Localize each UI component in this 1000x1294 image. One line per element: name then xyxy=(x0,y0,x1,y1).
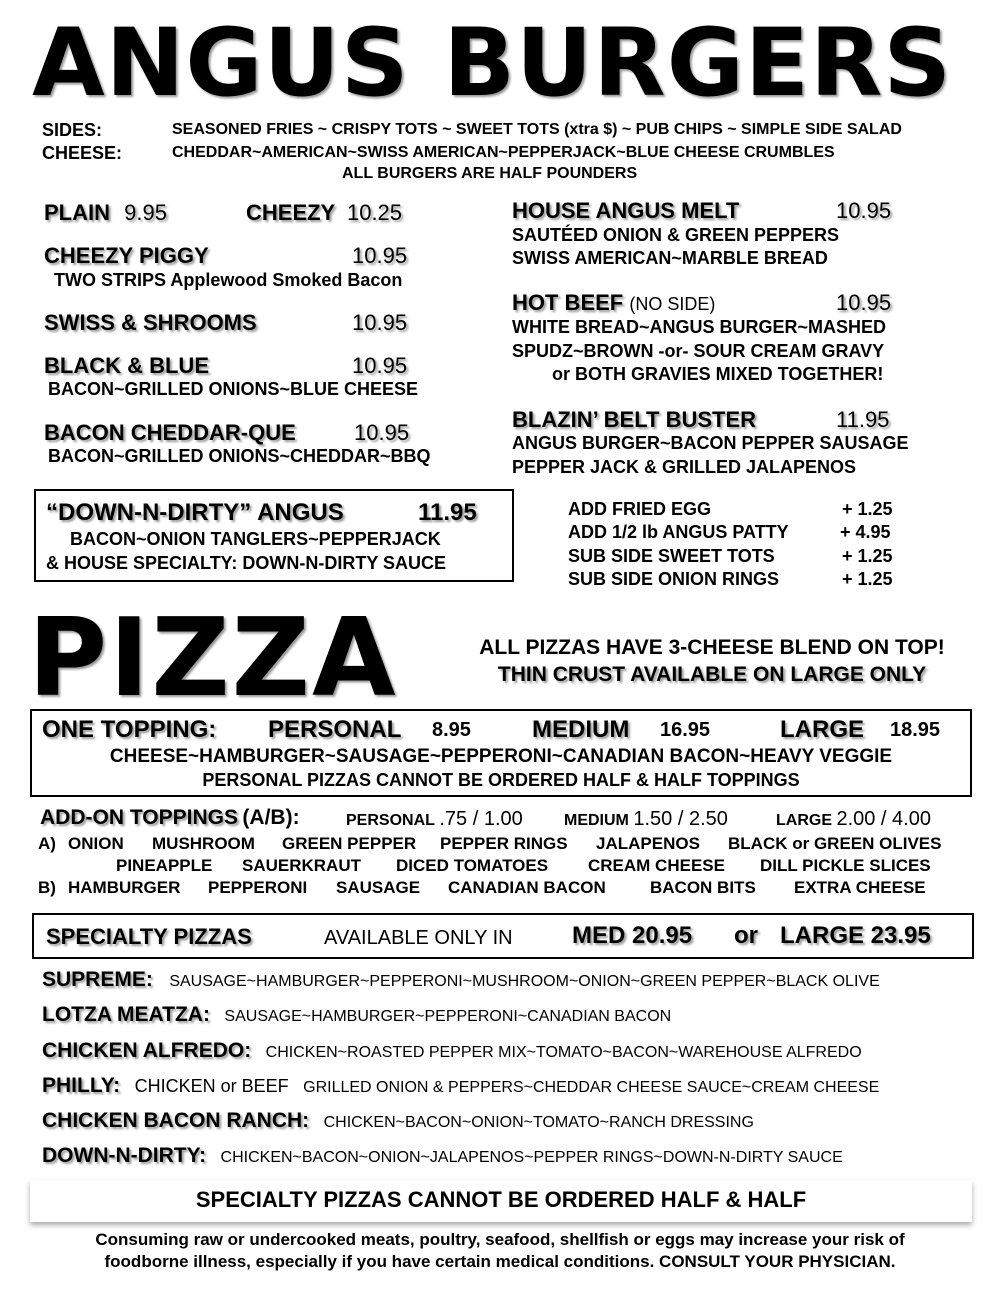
specialty-name: DOWN-N-DIRTY: xyxy=(42,1144,207,1167)
addon-label: ADD 1/2 lb ANGUS PATTY xyxy=(568,522,789,542)
burger-black-blue-desc: BACON~GRILLED ONIONS~BLUE CHEESE xyxy=(48,379,419,399)
pizza-note-thin-crust: THIN CRUST AVAILABLE ON LARGE ONLY xyxy=(497,663,927,686)
addon-price: + 1.25 xyxy=(842,546,893,566)
specialty-name: CHICKEN BACON RANCH: xyxy=(42,1109,310,1132)
half-pounders-note: ALL BURGERS ARE HALF POUNDERS xyxy=(342,165,638,182)
addon-toppings-label: ADD-ON TOPPINGS xyxy=(40,806,238,829)
burger-down-dirty-desc2: & HOUSE SPECIALTY: DOWN-N-DIRTY SAUCE xyxy=(46,553,447,573)
size-price: .75 / 1.00 xyxy=(439,808,523,830)
specialty-med-price: MED 20.95 xyxy=(572,922,693,949)
medium-price: 16.95 xyxy=(660,719,711,741)
specialty-desc: CHICKEN~ROASTED PEPPER MIX~TOMATO~BACON~WAREHOUSE ALFREDO xyxy=(265,1044,862,1061)
topping-item: PEPPERONI xyxy=(208,878,308,897)
disclaimer-line-1: Consuming raw or undercooked meats, poultry, seafood, shellfish or eggs may increase your risk of xyxy=(95,1230,905,1249)
specialty-desc: CHICKEN~BACON~ONION~JALAPENOS~PEPPER RINGS~DOWN-N-DIRTY SAUCE xyxy=(220,1149,843,1166)
sides-text: SEASONED FRIES ~ CRISPY TOTS ~ SWEET TOTS (xtra $) ~ PUB CHIPS ~ SIMPLE SIDE SALAD xyxy=(172,121,902,138)
size-label: PERSONAL xyxy=(346,812,435,829)
burger-cheezy-piggy-price: 10.95 xyxy=(352,243,408,268)
burger-melt-desc2: SWISS AMERICAN~MARBLE BREAD xyxy=(512,248,828,268)
topping-item: CANADIAN BACON xyxy=(448,878,606,897)
addon-price: + 1.25 xyxy=(842,569,893,589)
addon-label: ADD FRIED EGG xyxy=(568,499,712,519)
burger-hot-beef-price: 10.95 xyxy=(836,290,892,315)
large-price: 18.95 xyxy=(890,719,941,741)
topping-item: SAUERKRAUT xyxy=(242,856,361,875)
addon-label: SUB SIDE SWEET TOTS xyxy=(568,546,775,566)
burger-melt-name: HOUSE ANGUS MELT xyxy=(512,198,740,223)
burger-swiss-name: SWISS & SHROOMS xyxy=(44,310,257,335)
burger-hot-beef-desc2: SPUDZ~BROWN -or- SOUR CREAM GRAVY xyxy=(512,341,885,361)
addon-a-row xyxy=(38,834,56,854)
specialty-name: PHILLY: xyxy=(42,1074,121,1097)
addon-price: + 4.95 xyxy=(840,522,891,542)
sides-label: SIDES: xyxy=(42,120,103,140)
specialty-desc: GRILLED ONION & PEPPERS~CHEDDAR CHEESE SAUCE~CREAM CHEESE xyxy=(303,1079,880,1096)
topping-item: EXTRA CHEESE xyxy=(794,878,926,897)
topping-item: PINEAPPLE xyxy=(116,856,213,875)
topping-item: SAUSAGE xyxy=(336,878,421,897)
group-label: A) xyxy=(38,834,56,853)
size-price: 2.00 / 4.00 xyxy=(836,808,931,830)
one-topping-note: PERSONAL PIZZAS CANNOT BE ORDERED HALF & HALF TOPPINGS xyxy=(202,770,800,790)
addon-toppings-header xyxy=(40,806,300,830)
addon-price: + 1.25 xyxy=(842,499,893,519)
pizza-note-cheese: ALL PIZZAS HAVE 3-CHEESE BLEND ON TOP! xyxy=(479,636,945,659)
topping-item: ONION xyxy=(68,834,124,853)
specialty-label: SPECIALTY PIZZAS xyxy=(46,924,252,949)
specialty-avail: AVAILABLE ONLY IN xyxy=(324,927,513,949)
addon-label: SUB SIDE ONION RINGS xyxy=(568,569,780,589)
topping-item: JALAPENOS xyxy=(596,834,700,853)
burger-name: PLAIN xyxy=(44,200,110,225)
half-half-banner: SPECIALTY PIZZAS CANNOT BE ORDERED HALF & HALF xyxy=(30,1180,972,1222)
topping-item: BACON BITS xyxy=(650,878,756,897)
size-label: MEDIUM xyxy=(564,812,629,829)
specialty-desc: SAUSAGE~HAMBURGER~PEPPERONI~MUSHROOM~ONION~GREEN PEPPER~BLACK OLIVE xyxy=(169,973,880,990)
addon-toppings-personal xyxy=(346,808,523,831)
burger-cheddar-que-desc: BACON~GRILLED ONIONS~CHEDDAR~BBQ xyxy=(48,446,431,466)
burger-melt-desc1: SAUTÉED ONION & GREEN PEPPERS xyxy=(512,225,840,245)
burger-down-dirty-price: 11.95 xyxy=(418,499,477,526)
burger-cheddar-que-name: BACON CHEDDAR-QUE xyxy=(44,420,296,445)
burger-price: 9.95 xyxy=(124,200,167,225)
burger-cheezy-piggy-desc: TWO STRIPS Applewood Smoked Bacon xyxy=(54,270,403,290)
one-topping-label: ONE TOPPING: xyxy=(42,716,217,743)
burger-note: (NO SIDE) xyxy=(629,294,716,314)
burger-price: 10.25 xyxy=(346,200,403,225)
burger-hot-beef-desc3: or BOTH GRAVIES MIXED TOGETHER! xyxy=(552,364,884,384)
burger-black-blue-price: 10.95 xyxy=(352,353,408,378)
burger-cheddar-que-price: 10.95 xyxy=(354,420,410,445)
addon-toppings-large xyxy=(776,808,931,831)
specialty-item xyxy=(42,1039,862,1063)
cheese-label: CHEESE: xyxy=(42,143,123,163)
topping-item: MUSHROOM xyxy=(152,834,255,853)
personal-price: 8.95 xyxy=(432,719,471,741)
specialty-or: or xyxy=(734,922,758,949)
burger-down-dirty-desc1: BACON~ONION TANGLERS~PEPPERJACK xyxy=(70,529,441,549)
topping-item: HAMBURGER xyxy=(68,878,181,897)
specialty-item xyxy=(42,1074,879,1098)
medium-label: MEDIUM xyxy=(532,716,630,743)
specialty-mid: CHICKEN or BEEF xyxy=(134,1076,289,1096)
addon-toppings-medium xyxy=(564,808,728,831)
topping-item: CREAM CHEESE xyxy=(588,856,725,875)
topping-item: GREEN PEPPER xyxy=(282,834,417,853)
pizza-title: PIZZA xyxy=(28,596,398,721)
personal-label: PERSONAL xyxy=(268,716,402,743)
group-label: B) xyxy=(38,878,56,897)
page-title: ANGUS BURGERS xyxy=(32,9,953,118)
specialty-item xyxy=(42,1109,754,1133)
burger-down-dirty-name: “DOWN-N-DIRTY” ANGUS xyxy=(46,499,344,526)
topping-item: DILL PICKLE SLICES xyxy=(760,856,931,875)
cheese-text: CHEDDAR~AMERICAN~SWISS AMERICAN~PEPPERJACK~BLUE CHEESE CRUMBLES xyxy=(172,144,835,161)
specialty-desc: SAUSAGE~HAMBURGER~PEPPERONI~CANADIAN BACON xyxy=(224,1008,672,1025)
topping-item: BLACK or GREEN OLIVES xyxy=(728,834,942,853)
topping-item: DICED TOMATOES xyxy=(396,856,549,875)
specialty-name: SUPREME: xyxy=(42,968,153,991)
burger-cheezy-piggy-name: CHEEZY PIGGY xyxy=(44,243,209,268)
burger-belt-buster-desc2: PEPPER JACK & GRILLED JALAPENOS xyxy=(512,457,857,477)
one-topping-list: CHEESE~HAMBURGER~SAUSAGE~PEPPERONI~CANADIAN BACON~HEAVY VEGGIE xyxy=(109,746,893,767)
specialty-item xyxy=(42,1144,843,1168)
specialty-name: CHICKEN ALFREDO: xyxy=(42,1039,252,1062)
topping-item: PEPPER RINGS xyxy=(440,834,568,853)
burger-black-blue-name: BLACK & BLUE xyxy=(44,353,209,378)
specialty-desc: CHICKEN~BACON~ONION~TOMATO~RANCH DRESSING xyxy=(323,1114,754,1131)
size-label: LARGE xyxy=(776,812,832,829)
specialty-item xyxy=(42,968,880,992)
burger-hot-beef xyxy=(512,290,715,316)
addon-toppings-ab: (A/B): xyxy=(242,806,300,829)
specialty-large-price: LARGE 23.95 xyxy=(780,922,931,949)
size-price: 1.50 / 2.50 xyxy=(633,808,728,830)
specialty-name: LOTZA MEATZA: xyxy=(42,1003,210,1026)
burger-swiss-price: 10.95 xyxy=(352,310,408,335)
burger-plain xyxy=(44,200,167,226)
burger-hot-beef-desc1: WHITE BREAD~ANGUS BURGER~MASHED xyxy=(512,317,887,337)
large-label: LARGE xyxy=(780,716,864,743)
burger-melt-price: 10.95 xyxy=(836,198,892,223)
burger-belt-buster-desc1: ANGUS BURGER~BACON PEPPER SAUSAGE xyxy=(512,433,909,453)
burger-cheezy xyxy=(246,200,402,226)
burger-name: CHEEZY xyxy=(246,200,335,225)
disclaimer-line-2: foodborne illness, especially if you have certain medical conditions. CONSULT YOUR PHYSICIAN. xyxy=(104,1252,896,1271)
burger-belt-buster-name: BLAZIN’ BELT BUSTER xyxy=(512,407,757,432)
burger-name: HOT BEEF xyxy=(512,290,624,315)
specialty-item xyxy=(42,1003,671,1027)
burger-belt-buster-price: 11.95 xyxy=(836,407,890,432)
